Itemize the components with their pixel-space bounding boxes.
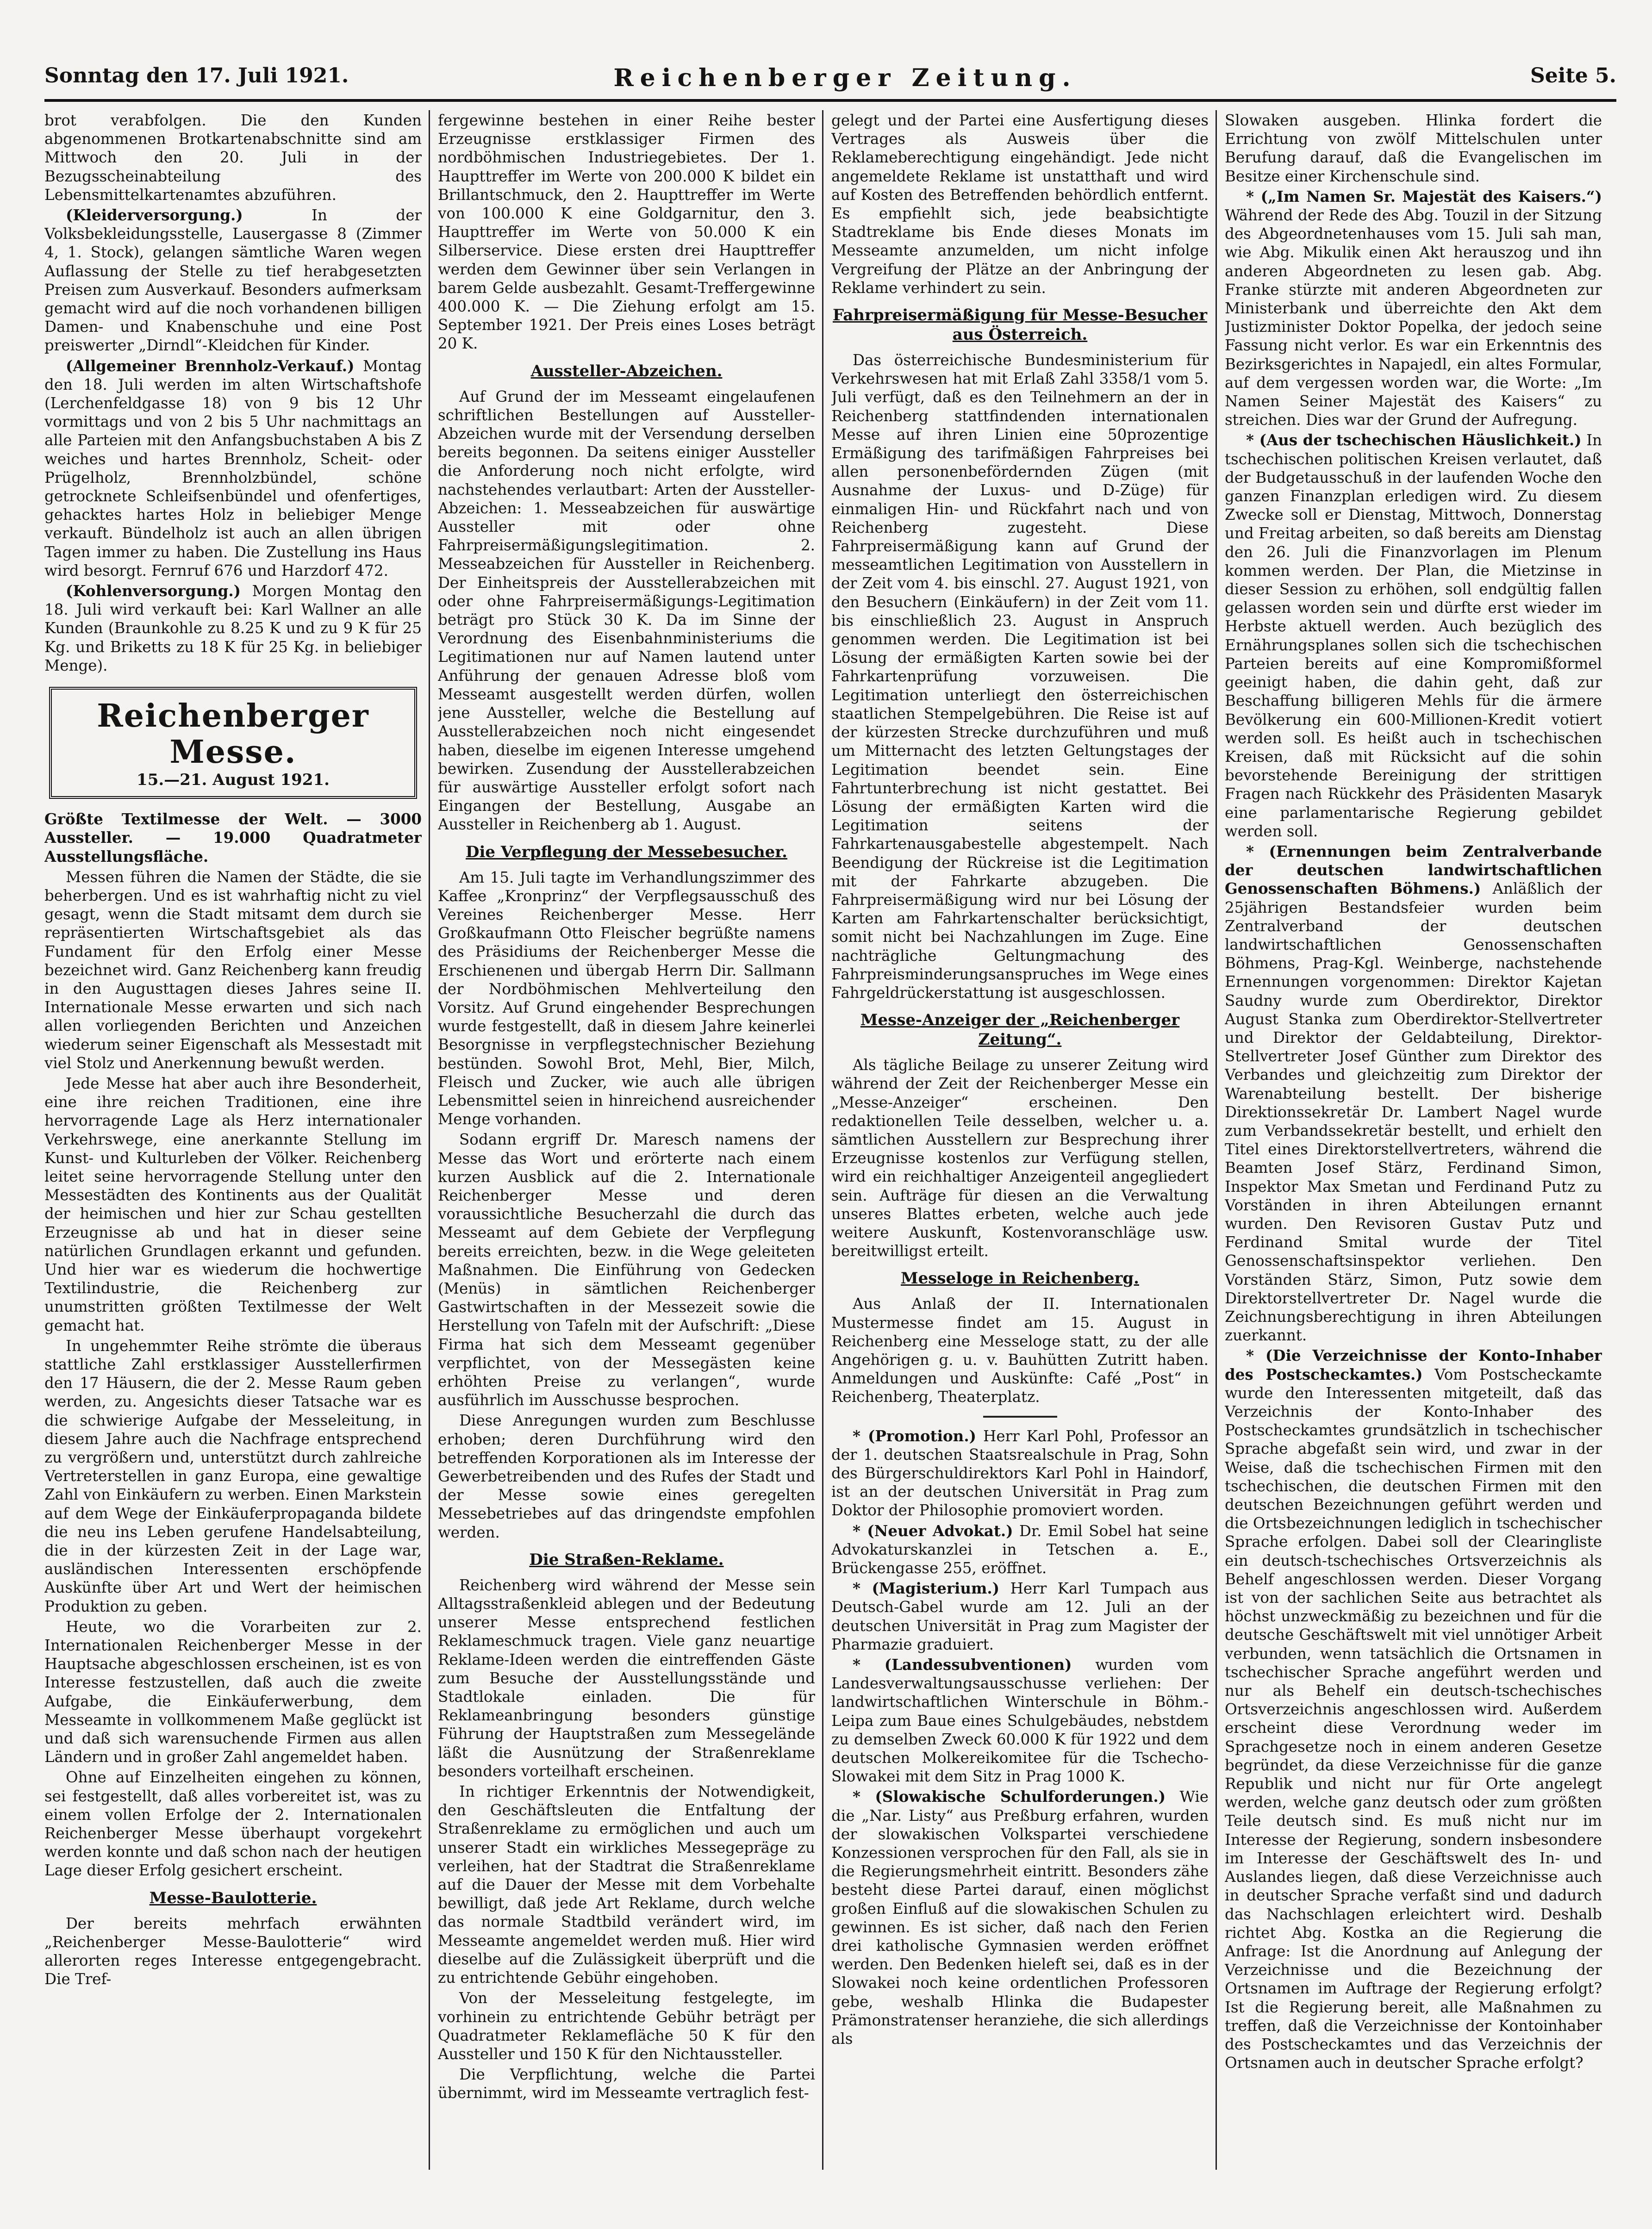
article-paragraph — [831, 1579, 1209, 1654]
article-text: Der bereits mehrfach erwähnten „Reichenberger Messe-Baulotterie“ wird allerorten reges Interesse entgegengebracht. Die Tref- — [44, 1914, 422, 1988]
page-number: Seite 5. — [1530, 64, 1616, 87]
article-paragraph — [831, 1787, 1209, 2048]
column-2 — [438, 111, 815, 2171]
article-text: Heute, wo die Vorarbeiten zur 2. Internationalen Reichenberger Messe in der Hauptsache abgeschlossen erscheinen, ist es von Interesse festzustellen, daß auch die zweite Aufgabe, die Einkäuferwerbung, dem Messeamte in vollkommenem Maße geglückt ist und daß sich warensuchende Firmen aus allen Ländern und in großer Zahl angemeldet haben. — [44, 1618, 422, 1766]
section-heading: Messe-Baulotterie. — [149, 1888, 317, 1907]
banner-title: Reichenberger Messe. — [97, 697, 369, 771]
paragraph-lead: * („Im Namen Sr. Majestät des Kaisers.“) — [1246, 187, 1602, 205]
article-text: Dr. Emil Sobel hat seine Advokaturskanzlei in Tetschen a. E., Brückengasse 255, eröffnet. — [831, 1522, 1209, 1577]
column-1 — [44, 111, 422, 2171]
header-rule — [44, 99, 1616, 102]
article-paragraph — [44, 582, 422, 675]
article-paragraph — [44, 357, 422, 580]
article-text: Jede Messe hat aber auch ihre Besonderheit, eine ihre reichen Traditionen, eine ihre hervorragende Lage als Herz internationaler Verkehrswege, eine anerkannte Stellung im Kunst- und Kulturleben der Völker. Reichenberg leitet seine hervorragende Stellung unter den Messestädten des Kontinents aus der Qualität der heimischen und hier zur Schau gestellten Erzeugnisse ab und hat in dieser seine natürlichen Grundlagen erkannt und gefunden. Und hier war es wiederum die hochwertige Textilindustrie, die Reichenberg zur unumstritten größten Textilmesse der Welt gemacht hat. — [44, 1074, 422, 1334]
article-text: gelegt und der Partei eine Ausfertigung dieses Vertrages als Ausweis über die Reklameberechtigung eingehändigt. Jede nicht angemeldete Reklame ist unstatthaft und wird auf Kosten des Betreffenden behördlich entfernt. Es empfiehlt sich, jede beabsichtigte Stadtreklame bis Ende dieses Monats im Messeamte anzumelden, um nicht infolge Vergreifung der Plätze an der Anbringung der Reklame verhindert zu sein. — [831, 112, 1209, 297]
article-text: Wie die „Nar. Listy“ aus Preßburg erfahren, wurden der slowakischen Volkspartei verschiedene Konzessionen versprochen für den Fall, als sie in die Regierungsmehrheit eintritt. Besonders zähe besteht diese Partei darauf, einen möglichst großen Einfluß auf die slowakischen Schulen zu gewinnen. Es ist sicher, daß nach den Ferien drei katholische Gymnasien werden eröffnet werden. Den Bedenken hieleft sei, daß es in der Slowakei noch keine ordentlichen Professoren gebe, weshalb Hlinka die Budapester Prämonstratenser heranziehe, die sich allerdings als — [831, 1788, 1209, 2048]
article-paragraph — [831, 1427, 1209, 1520]
article-text: Anläßlich der 25jährigen Bestandsfeier wurden beim Zentralverband der deutschen landwirtschaftlichen Genossenschaften Böhmens, Prag-Kgl. Weinberge, nachstehende Ernennungen vorgenommen: Direktor Kajetan Saudny wurde zum Oberdirektor, Direktor August Stanka zum Oberdirektor-Stellvertreter und Direktor der Geldabteilung, Direktor-Stellvertreter Josef Günther zum Direktor des Verbandes und gleichzeitig zum Direktor der Warenabteilung bestellt. Der bisherige Direktionssekretär Dr. Lambert Nagel wurde zum Verbandssekretär bestellt, und erhielt den Titel eines Direktorstellvertreters, während die Beamten Josef Stärz, Ferdinand Simon, Inspektor Max Smetan und Ferdinand Putz zu Vorständen in ihren Abteilungen ernannt wurden. Den Revisoren Gustav Putz und Ferdinand Smital wurde der Titel Genossenschaftsinspektor verliehen. Den Vorständen Stärz, Simon, Putz sowie dem Direktorstellvertreter Dr. Nagel wurde die Zeichnungsberechtigung in ihren Abteilungen zuerkannt. — [1225, 880, 1602, 1345]
paragraph-lead: (Kleiderversorgung.) — [66, 206, 243, 224]
paragraph-lead: * (Promotion.) — [853, 1426, 977, 1445]
page-header — [44, 64, 1616, 96]
section-heading: Die Straßen-Reklame. — [529, 1550, 724, 1569]
article-text: Vom Postscheckamte wurde den Interessenten mitgeteilt, daß das Verzeichnis der Konto-Inhaber des Postscheckamtes grundsätzlich in tschechischer Sprache abgefaßt sein wird, und zwar in der Weise, daß die tschechischen Firmen mit den tschechischen, die deutschen Firmen mit den deutschen Bezeichnungen geführt werden und die Ortsbezeichnungen lediglich in tschechischer Sprache erfolgen. Dabei soll der Clearingliste ein deutsch-tschechisches Ortsverzeichnis als Behelf angeschlossen werden. Dieser Vorgang ist von der sachlichen Seite aus betrachtet als höchst unzweckmäßig zu bezeichnen und für die deutsche Geschäftswelt mit viel unnötiger Arbeit verbunden, wenn tatsächlich die Ortsnamen in tschechischer Sprache angeführt werden und nur als Behelf ein deutsch-tschechisches Ortsverzeichnis angeschlossen wird. Außerdem erscheint diese Verordnung weder im Sprachgesetze noch in einem anderen Gesetze begründet, da diese Verzeichnisse für die ganze Republik und nicht nur für Orte angelegt werden, welche ganz deutsch oder zum größten Teile deutsch sind. Es muß nicht nur im Interesse der Regierung, sondern insbesondere im Interesse der Geschäftswelt des In- und Auslandes liegen, daß diese Verzeichnisse auch in deutscher Sprache verfaßt sind und dadurch das Nachschlagen erleichtert wird. Deshalb richtet Abg. Kostka an die Regierung die Anfrage: Ist die Anordnung auf Anlegung der Verzeichnisse und die Bezeichnung der Ortsnamen im Auftrage der Regierung erfolgt? Ist die Regierung bereit, alle Maßnahmen zu treffen, daß die Verzeichnisse der Kontoinhaber des Postscheckamtes und das Verzeichnis der Ortsnamen auch in deutscher Sprache erfolgt? — [1225, 1365, 1602, 2072]
article-text: Aus Anlaß der II. Internationalen Mustermesse findet am 15. August in Reichenberg eine Messeloge statt, zu der alle Angehörigen g. u. v. Bauhütten Zutritt haben. Anmeldungen und Auskünfte: Café „Post“ in Reichenberg, Theaterplatz. — [831, 1295, 1209, 1406]
article-paragraph — [1225, 187, 1602, 430]
article-text: Während der Rede des Abg. Touzil in der Sitzung des Abgeordnetenhauses vom 15. Juli sah man, wie Abg. Mikulik einen Akt herauszog und ihn anderen Abgeordneten zu lesen gab. Abg. Franke stürzte mit anderen Abgeordneten zur Ministerbank und überreichte den Akt dem Justizminister Doktor Popelka, der jedoch seine Fassung nicht verlor. Es war ein Erkenntnis des Bezirksgerichtes in Napajedl, ein altes Formular, auf dem vergessen worden war, die Worte: „Im Namen Seiner Majestät des Kaisers“ zu streichen. Dies war der Grund der Aufregung. — [1225, 206, 1602, 429]
banner-dates: 15.—21. August 1921. — [137, 771, 330, 790]
article-text: Sodann ergriff Dr. Maresch namens der Messe das Wort und erörterte nach einem kurzen Ausblick auf die 2. Internationale Reichenberger Messe und deren voraussichtliche Besucherzahl die durch das Messeamt auf dem Gebiete der Verpflegung bereits erreichten, bezw. in die Wege geleiteten Maßnahmen. Die Einführung von Gedecken (Menüs) in sämtlichen Reichenberger Gastwirtschaften in der Messezeit sowie die Herstellung von Tafeln mit der Aufschrift: „Diese Firma hat sich dem Messeamt gegenüber verpflichtet, von der Messegästen keine erhöhten Preise zu verlangen“, wurde ausführlich im Ausschusse besprochen. — [438, 1131, 815, 1409]
article-paragraph — [1225, 431, 1602, 840]
section-heading: Fahrpreisermäßigung für Messe-Besucher aus Österreich. — [832, 306, 1208, 344]
issue-date: Sonntag den 17. Juli 1921. — [44, 64, 349, 87]
article-text: In der Volksbekleidungsstelle, Lausergasse 8 (Zimmer 4, 1. Stock), gelangen sämtliche Waren wegen Auflassung der Stelle zu tief herabgesetzten Preisen zum Ausverkauf. Besonders aufmerksam gemacht wird auf die noch vorhandenen billigen Damen- und Knabenschuhe und eine Post preiswerter „Dirndl“-Kleidchen für Kinder. — [44, 206, 422, 355]
paragraph-lead: (Allgemeiner Brennholz-Verkauf.) — [66, 356, 355, 375]
article-paragraph — [1225, 842, 1602, 1345]
article-text: Am 15. Juli tagte im Verhandlungszimmer des Kaffee „Kronprinz“ der Verpflegsausschuß des Vereines Reichenberger Messe. Herr Großkaufmann Otto Fleischer begrüßte namens des Präsidiums der Reichenberger Messe die Erschienenen und übergab Herrn Dir. Sallmann der Nordböhmischen Mehlverteilung den Vorsitz. Auf Grund eingehender Besprechungen wurde festgestellt, daß in diesem Jahre keinerlei Besorgnisse in verpflegstechnischer Beziehung bestünden. Sowohl Brot, Mehl, Bier, Milch, Fleisch und Zucker, wie auch alle übrigen Lebensmittel seien in hinreichend ausreichender Menge vorhanden. — [438, 868, 815, 1128]
paragraph-lead: (Kohlenversorgung.) — [66, 582, 241, 600]
messe-banner — [49, 687, 417, 799]
article-text: In ungehemmter Reihe strömte die überaus stattliche Zahl erstklassiger Ausstellerfirmen den 17 Häusern, die der 2. Messe Raum geben werden, zu. Angesichts dieser Tatsache war es die schwierige Aufgabe der Messeleitung, in diesem Jahre auch die Nachfrage entsprechend zu vergrößern und, unterstützt durch zahlreiche Vertreterstellen in ganz Europa, eine gewaltige Zahl von Einkäufern zu werben. Einen Markstein auf dem Wege der Einkäuferpropaganda bildete die neu ins Leben gerufene Handelsabteilung, die in der kürzesten Zeit in der Lage war, ausländischen Interessenten erschöpfende Auskünfte über Art und Wert der heimischen Produktion zu geben. — [44, 1337, 422, 1615]
section-heading: Aussteller-Abzeichen. — [530, 361, 723, 380]
article-text: In richtiger Erkenntnis der Notwendigkeit, den Geschäftsleuten die Entfaltung der Straßenreklame zu ermöglichen und auch um unserer Stadt ein wirkliches Messegepräge zu verleihen, hat der Stadtrat die Straßenreklame auf die Dauer der Messe mit dem Vorbehalte bewilligt, daß jede Art Reklame, durch welche das normale Stadtbild verändert wird, im Messeamte angemeldet werden muß. Hier wird dieselbe auf die Zulässigkeit überprüft und die zu entrichtende Gebühr eingehoben. — [438, 1783, 815, 1987]
article-text: Messen führen die Namen der Städte, die sie beherbergen. Und es ist wahrhaftig nicht zu viel gesagt, wenn die Stadt mitsamt dem durch sie repräsentierten Wirtschaftsgebiet als das Fundament für den Erfolg einer Messe bezeichnet wird. Ganz Reichenberg kann freudig in den Augusttagen dieses Jahres seine II. Internationale Messe erwarten und sich nach allen vorliegenden Berichten und Anzeichen wiederum seiner Eigenschaft als Messestadt mit viel Stolz und Anerkennung bewußt werden. — [44, 868, 422, 1072]
article-text: In tschechischen politischen Kreisen verlautet, daß der Budgetausschuß in der laufenden Woche den ganzen Finanzplan erledigen wird. Zu diesem Zwecke soll er Dienstag, Mittwoch, Donnerstag und Freitag arbeiten, so daß bereits am Dienstag den 26. Juli die Finanzvorlagen im Plenum kommen werden. Der Plan, die Mietzinse in dieser Session zu erhöhen, soll endgültig fallen gelassen worden sein und dürfte erst wieder im Herbste aktuell werden. Auch bezüglich des Ernährungsplanes sollen sich die tschechischen Parteien bereits auf eine Kompromißformel geeinigt haben, die dahin geht, daß zur Beschaffung billigeren Mehls für die ärmere Bevölkerung ein 600-Millionen-Kredit votiert werden soll. Es heißt auch in tschechischen Kreisen, daß mit Rücksicht auf die sohin bevorstehende Bereinigung der strittigen Fragen nach Rückkehr des Präsidenten Masaryk eine parlamentarische Regierung gebildet werden soll. — [1225, 431, 1602, 840]
article-text: Herr Karl Pohl, Professor an der 1. deutschen Staatsrealschule in Prag, Sohn des Bürgerschuldirektors Karl Pohl in Haindorf, ist an der deutschen Universität in Prag zum Doktor der Philosophie promoviert worden. — [831, 1427, 1209, 1519]
paragraph-lead: * (Aus der tschechischen Häuslichkeit.) — [1246, 431, 1582, 449]
section-heading: Messe-Anzeiger der „Reichenberger Zeitung“. — [860, 1011, 1180, 1049]
paragraph-lead: * (Ernennungen beim Zentralverbande der deutschen landwirtschaftlichen Genossenschaften Böhmens.) — [1225, 842, 1602, 898]
article-text: wurden vom Landesverwaltungsausschusse verliehen: Der landwirtschaftlichen Winterschule in Böhm.-Leipa zum Baue eines Schulgebäudes, nebstdem zu demselben Zweck 60.000 K für 1922 und dem deutschen Molkereikomitee für die Tschecho-Slowakei mit dem Sitz in Prag 1000 K. — [831, 1656, 1209, 1786]
column-divider — [429, 110, 430, 2170]
article-text: Herr Karl Tumpach aus Deutsch-Gabel wurde am 12. Juli an der deutschen Universität in Prag zum Magister der Pharmazie graduiert. — [831, 1580, 1209, 1653]
paragraph-lead: * (Slowakische Schulforderungen.) — [853, 1787, 1166, 1806]
banner-subtitle: Größte Textilmesse der Welt. — 3000 Aussteller. — 19.000 Quadratmeter Ausstellungsfläche. — [44, 810, 422, 865]
paragraph-lead: * (Die Verzeichnisse der Konto-Inhaber des Postscheckamtes.) — [1225, 1346, 1602, 1383]
column-3 — [831, 111, 1209, 2171]
article-paragraph — [1225, 1346, 1602, 2072]
article-text: Die Verpflichtung, welche die Partei übernimmt, wird im Messeamte vertraglich fest- — [438, 2066, 815, 2102]
column-divider — [822, 110, 823, 2170]
article-paragraph — [831, 1522, 1209, 1578]
paragraph-lead: * (Magisterium.) — [853, 1579, 1000, 1598]
section-heading: Messeloge in Reichenberg. — [901, 1269, 1139, 1288]
article-text: Ohne auf Einzelheiten eingehen zu können, sei festgestellt, daß alles vorbereitet ist, was zu einem vollen Erfolge der 2. Internationalen Reichenberger Messe überhaupt vorgekehrt werden konnte und daß schon nach der heutigen Lage dieser Erfolg gesichert erscheint. — [44, 1768, 422, 1880]
article-text: Als tägliche Beilage zu unserer Zeitung wird während der Zeit der Reichenberger Messe ein „Messe-Anzeiger“ erscheinen. Den redaktionellen Teile desselben, welcher u. a. sämtlichen Ausstellern zur Besprechung ihrer Erzeugnisse kostenlos zur Verfügung stellen, wird ein reichhaltiger Anzeigenteil angegliedert sein. Aufträge für diesen an die Verwaltung unseres Blattes erbeten, welche auch jede weitere Auskunft, Kostenvoranschläge usw. bereitwilligst erteilt. — [831, 1056, 1209, 1260]
article-text: brot verabfolgen. Die den Kunden abgenommenen Brotkartenabschnitte sind am Mittwoch den 20. Juli in der Bezugsscheinabteilung des Lebensmittelkartenamtes abzuführen. — [44, 112, 422, 204]
article-text: Morgen Montag den 18. Juli wird verkauft bei: Karl Wallner an alle Kunden (Braunkohle zu 8.25 K und zu 9 K für 25 Kg. und Briketts zu 18 K für 25 Kg. in beliebiger Menge). — [44, 582, 422, 674]
article-text: Montag den 18. Juli werden im alten Wirtschaftshofe (Lerchenfeldgasse 18) von 9 bis 12 Uhr vormittags und von 2 bis 5 Uhr nachmittags an alle Parteien mit den Anfangsbuchstaben A bis Z weiches und hartes Brennholz, Scheit- oder Prügelholz, Brennholzbündel, schöne getrocknete Schleifsenbündel und ofenfertiges, gehacktes hartes Holz in beliebiger Menge verkauft. Bündelholz ist auch an allen übrigen Tagen immer zu haben. Die Zustellung ins Haus wird besorgt. Fernruf 676 und Harzdorf 472. — [44, 357, 422, 579]
masthead: Reichenberger Zeitung. — [613, 64, 1077, 92]
article-paragraph — [44, 206, 422, 355]
article-text: Von der Messeleitung festgelegte, im vorhinein zu entrichtende Gebühr beträgt per Quadratmeter Reklamefläche 50 K für den Aussteller und 150 K für den Nichtaussteller. — [438, 1989, 815, 2063]
article-text: Auf Grund der im Messeamt eingelaufenen schriftlichen Bestellungen auf Aussteller-Abzeichen wurde mit der Versendung derselben bereits begonnen. Da seitens einiger Aussteller die Anforderung noch nicht erfolgte, wird nachstehendes verlautbart: Arten der Aussteller-Abzeichen: 1. Messeabzeichen für auswärtige Aussteller mit oder ohne Fahrpreisermäßigungslegitimation. 2. Messeabzeichen für Aussteller in Reichenberg. Der Einheitspreis der Ausstellerabzeichen mit oder ohne Fahrpreisermäßigungs-Legitimation beträgt pro Stück 30 K. Da im Sinne der Verordnung des Eisenbahnministeriums die Legitimationen nur auf Namen lautend unter Anführung der genauen Adresse bloß vom Messeamt ausgestellt werden dürfen, wollen jene Aussteller, welche die Bestellung auf Ausstellerabzeichen noch nicht eingesendet haben, dieselbe im eigenen Interesse umgehend bewirken. Zusendung der Ausstellerabzeichen für auswärtige Aussteller erfolgt sofort nach Eingangen der Bestellung, Ausgabe an Aussteller in Reichenberg ab 1. August. — [438, 387, 815, 834]
paragraph-lead: * (Landessubventionen) — [853, 1656, 1072, 1674]
section-heading: Die Verpflegung der Messebesucher. — [466, 842, 787, 861]
paragraph-lead: * (Neuer Advokat.) — [853, 1521, 1013, 1540]
article-text: Reichenberg wird während der Messe sein Alltagsstraßenkleid ablegen und der Bedeutung unserer Messe entsprechend festlichen Reklameschmuck tragen. Viele ganz neuartige Reklame-Ideen werden die eintreffenden Gäste zum Besuche der Ausstellungsstände und Stadtlokale einladen. Die für Reklameanbringung besonders günstige Führung der Hauptstraßen zum Messegelände läßt die Ausnützung der Straßenreklame besonders vorteilhaft erscheinen. — [438, 1576, 815, 1780]
column-divider — [1216, 110, 1217, 2170]
article-text: Slowaken ausgeben. Hlinka fordert die Errichtung von zwölf Mittelschulen unter Berufung darauf, daß die Evangelischen im Besitze einer Kirchenschule sind. — [1225, 112, 1602, 185]
article-paragraph — [831, 1656, 1209, 1786]
column-4 — [1225, 111, 1602, 2171]
article-text: Das österreichische Bundesministerium für Verkehrswesen hat mit Erlaß Zahl 3358/1 vom 5. Juli verfügt, daß es den Teilnehmern an der in Reichenberg stattfindenden internationalen Messe auf ihren Linien eine 50prozentige Ermäßigung des tarifmäßigen Fahrpreises bei allen personenbefördernden Zügen (mit Ausnahme der Luxus- und D-Züge) für einmaligen Hin- und Rückfahrt nach und von Reichenberg zugesteht. Diese Fahrpreisermäßigung kann auf Grund der messeamtlichen Legitimation von Ausstellern in der Zeit vom 4. bis einschl. 27. August 1921, von den Besuchern (Einkäufern) in der Zeit vom 11. bis einschließlich 23. August in Anspruch genommen werden. Die Legitimation ist bei Lösung der ermäßigten Karten sowie bei der Fahrkartenprüfung vorzuweisen. Die Legitimation unterliegt den österreichischen staatlichen Stempelgebühren. Die Reise ist auf der kürzesten Strecke durchzuführen und muß um Mitternacht des letzten Geltungstages der Legitimation beendet sein. Eine Fahrtunterbrechung ist nicht gestattet. Bei Lösung der ermäßigten Karten wird die Legitimation seitens der Fahrkartenausgabestelle abgestempelt. Nach Beendigung der Rückreise ist die Legitimation mit der Fahrkarte abzugeben. Die Fahrpreisermäßigung wird nur bei Lösung der Karten am Fahrkartenschalter berücksichtigt, somit nicht bei Nachzahlungen im Zuge. Eine nachträgliche Geltungmachung des Fahrpreisminderungsanspruches im Wege eines Fahrgeldrückerstattung ist ausgeschlossen. — [831, 351, 1209, 1002]
article-text: Diese Anregungen wurden zum Beschlusse erhoben; deren Durchführung wird den betreffenden Korporationen als im Interesse der Gewerbetreibenden und des Rufes der Stadt und der Messe sowie eines geregelten Messebetriebes auf das dringendste empfohlen werden. — [438, 1412, 815, 1541]
article-text: fergewinne bestehen in einer Reihe bester Erzeugnisse erstklassiger Firmen des nordböhmischen Industriegebietes. Der 1. Haupttreffer im Werte von 200.000 K bildet ein Brillantschmuck, den 2. Haupttreffer im Werte von 100.000 K eine Goldgarnitur, den 3. Haupttreffer im Werte von 50.000 K ein Silberservice. Diese ersten drei Haupttreffer werden dem Gewinner über sein Verlangen in barem Gelde ausbezahlt. Gesamt-Treffergewinne 400.000 K. — Die Ziehung erfolgt am 15. September 1921. Der Preis eines Loses beträgt 20 K. — [438, 112, 815, 353]
section-divider — [983, 1416, 1057, 1418]
